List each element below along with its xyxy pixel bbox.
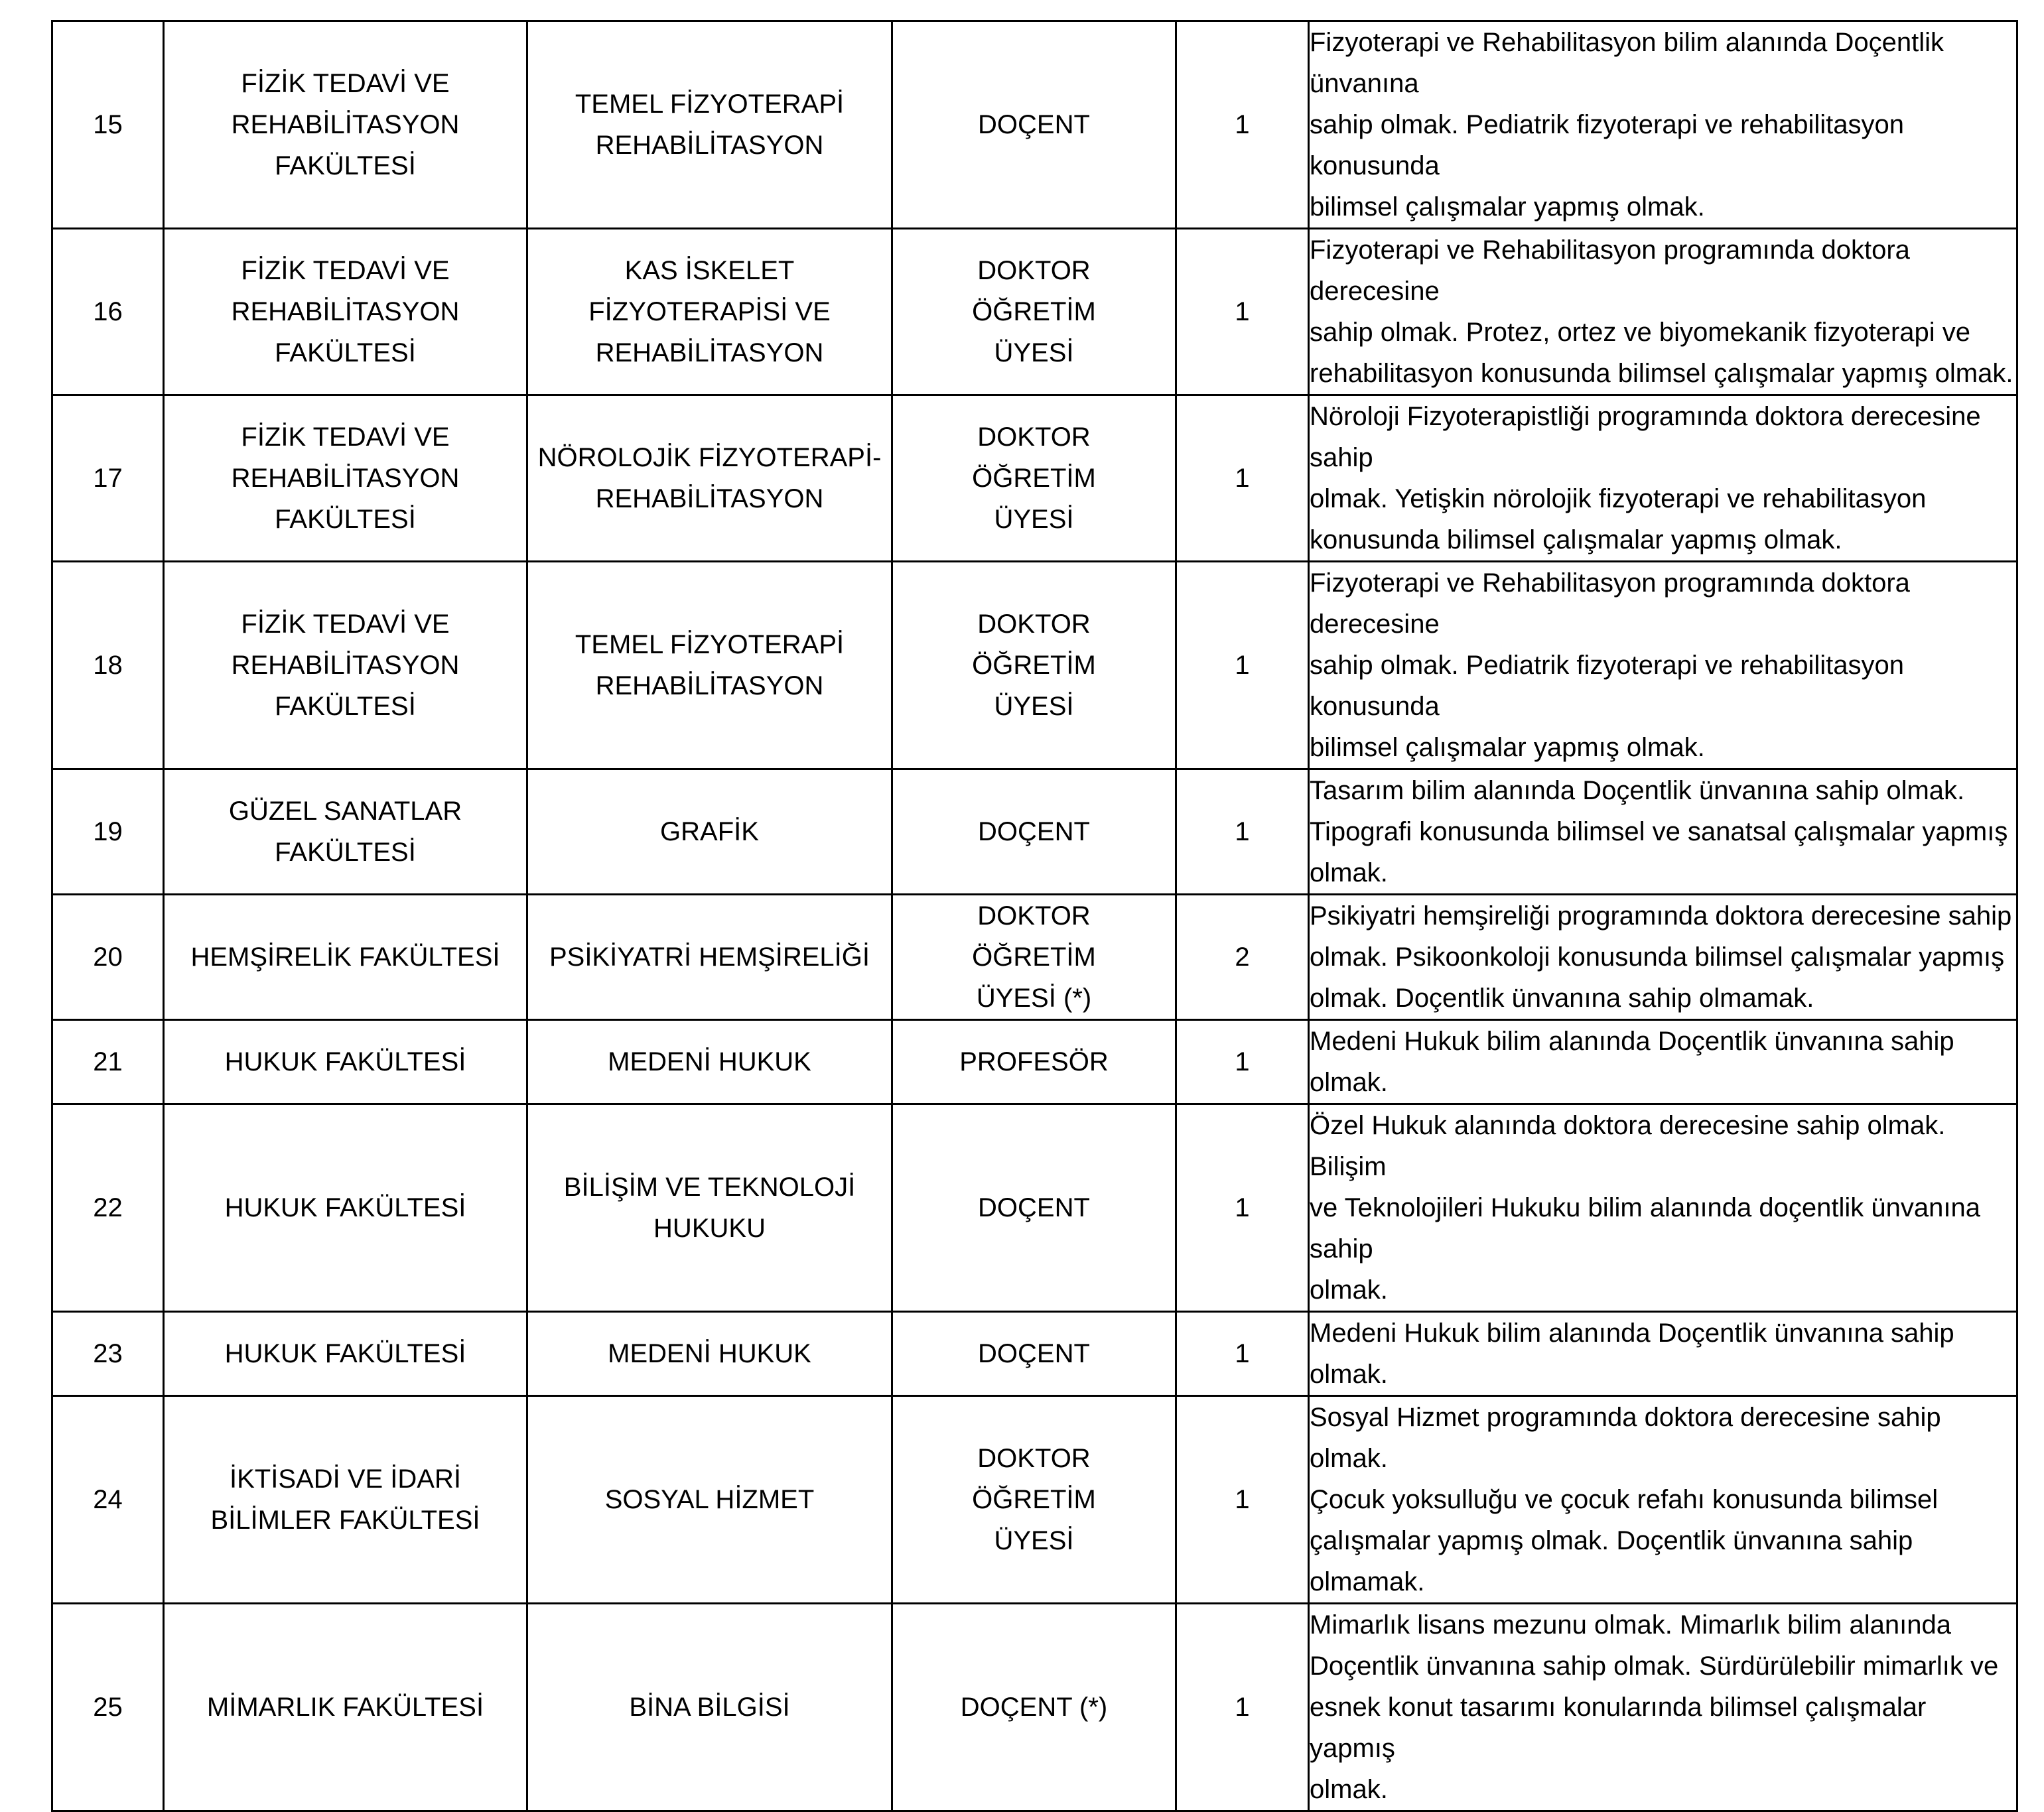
department-cell [527,562,892,769]
academic-title-cell [892,1396,1176,1604]
requirements-line: rehabilitasyon konusunda bilimsel çalışmalar yapmış olmak. [1310,359,2013,388]
requirements-line: sahip olmak. Pediatrik fizyoterapi ve rehabilitasyon konusunda [1310,651,1904,721]
department-line: HUKUKU [653,1214,766,1243]
department-line: TEMEL FİZYOTERAPİ [575,90,845,119]
requirements-line: olmak. [1310,1275,1388,1305]
faculty-cell [164,562,527,769]
academic-title-cell [892,895,1176,1020]
requirements-line: olmak. [1310,858,1388,887]
faculty-cell [164,1312,527,1396]
requirements-line: Özel Hukuk alanında doktora derecesine sahip olmak. Bilişim [1310,1111,1946,1181]
faculty-line: REHABİLİTASYON [231,651,460,680]
requirements-line: Çocuk yoksulluğu ve çocuk refahı konusunda bilimsel [1310,1485,1939,1514]
position-count-cell: 2 [1176,895,1309,1020]
faculty-line: REHABİLİTASYON [231,110,460,139]
position-count-cell: 1 [1176,1312,1309,1396]
academic-title-line: ÜYESİ (*) [976,984,1092,1013]
position-count-cell: 1 [1176,769,1309,895]
academic-title-cell [892,769,1176,895]
table-row [52,1104,2017,1312]
academic-title-cell [892,1104,1176,1312]
department-line: MEDENİ HUKUK [608,1339,811,1368]
row-number: 25 [52,1604,164,1811]
faculty-cell [164,769,527,895]
department-line: GRAFİK [660,817,759,846]
department-line: BİLİŞİM VE TEKNOLOJİ [563,1173,856,1202]
position-count-cell: 1 [1176,229,1309,395]
requirements-line: Doçentlik ünvanına sahip olmak. Sürdürülebilir mimarlık ve [1310,1651,1999,1681]
requirements-line: bilimsel çalışmalar yapmış olmak. [1310,192,1705,222]
requirements-line: Medeni Hukuk bilim alanında Doçentlik ünvanına sahip olmak. [1310,1027,1954,1097]
department-cell [527,1020,892,1104]
requirements-cell [1309,1396,2017,1604]
academic-title-line: ÖĞRETİM [972,1485,1096,1514]
row-number: 19 [52,769,164,895]
academic-title-line: DOÇENT [978,1339,1090,1368]
position-count-cell: 1 [1176,1104,1309,1312]
department-cell [527,1104,892,1312]
requirements-line: çalışmalar yapmış olmak. Doçentlik ünvanına sahip olmamak. [1310,1526,1913,1596]
academic-title-cell [892,229,1176,395]
department-cell [527,1604,892,1811]
department-line: NÖROLOJİK FİZYOTERAPİ- [537,443,882,472]
academic-title-cell [892,395,1176,562]
requirements-line: konusunda bilimsel çalışmalar yapmış olmak. [1310,525,1842,554]
faculty-cell [164,395,527,562]
requirements-line: olmak. Psikoonkoloji konusunda bilimsel çalışmalar yapmış [1310,942,2005,972]
department-line: MEDENİ HUKUK [608,1047,811,1076]
academic-title-line: ÜYESİ [994,338,1074,367]
department-line: SOSYAL HİZMET [604,1485,815,1514]
faculty-line: MİMARLIK FAKÜLTESİ [206,1693,484,1722]
department-line: FİZYOTERAPİSİ VE [588,297,831,326]
requirements-cell [1309,395,2017,562]
department-cell [527,395,892,562]
academic-title-line: DOÇENT (*) [960,1693,1108,1722]
department-cell [527,895,892,1020]
requirements-cell [1309,895,2017,1020]
faculty-line: FAKÜLTESİ [275,505,416,534]
faculty-cell [164,1604,527,1811]
academic-title-line: DOKTOR [977,1444,1091,1473]
faculty-line: FİZİK TEDAVİ VE [241,610,450,639]
requirements-line: olmak. [1310,1775,1388,1804]
academic-title-line: DOKTOR [977,256,1091,285]
academic-title-line: DOÇENT [978,1193,1090,1222]
requirements-line: Fizyoterapi ve Rehabilitasyon programında doktora derecesine [1310,568,1910,639]
position-count-cell: 1 [1176,395,1309,562]
department-line: REHABİLİTASYON [595,338,824,367]
table-row [52,21,2017,229]
table-row [52,562,2017,769]
table-row [52,395,2017,562]
requirements-line: bilimsel çalışmalar yapmış olmak. [1310,733,1705,762]
faculty-line: GÜZEL SANATLAR [228,797,462,826]
department-line: TEMEL FİZYOTERAPİ [575,630,845,659]
academic-title-line: DOKTOR [977,610,1091,639]
requirements-line: Fizyoterapi ve Rehabilitasyon programında doktora derecesine [1310,235,1910,306]
department-line: BİNA BİLGİSİ [629,1693,790,1722]
department-cell [527,229,892,395]
requirements-cell [1309,1104,2017,1312]
academic-title-line: PROFESÖR [959,1047,1109,1076]
department-cell [527,1312,892,1396]
row-number: 20 [52,895,164,1020]
faculty-line: HUKUK FAKÜLTESİ [224,1339,466,1368]
faculty-cell [164,1396,527,1604]
academic-title-line: DOÇENT [978,817,1090,846]
faculty-line: FAKÜLTESİ [275,338,416,367]
position-count-cell: 1 [1176,1604,1309,1811]
faculty-line: FAKÜLTESİ [275,692,416,721]
faculty-line: FAKÜLTESİ [275,838,416,867]
academic-title-cell [892,1312,1176,1396]
department-cell [527,769,892,895]
row-number: 24 [52,1396,164,1604]
table-row [52,769,2017,895]
requirements-line: sahip olmak. Protez, ortez ve biyomekanik fizyoterapi ve [1310,318,1970,347]
position-count-cell: 1 [1176,1396,1309,1604]
requirements-line: Nöroloji Fizyoterapistliği programında doktora derecesine sahip [1310,402,1981,472]
faculty-cell [164,895,527,1020]
faculty-line: BİLİMLER FAKÜLTESİ [210,1506,480,1535]
row-number: 17 [52,395,164,562]
academic-title-line: ÖĞRETİM [972,651,1096,680]
requirements-line: Medeni Hukuk bilim alanında Doçentlik ünvanına sahip olmak. [1310,1319,1954,1389]
row-number: 22 [52,1104,164,1312]
positions-table [51,20,2018,1812]
requirements-line: olmak. Yetişkin nörolojik fizyoterapi ve rehabilitasyon [1310,484,1927,513]
table-row [52,895,2017,1020]
faculty-line: FİZİK TEDAVİ VE [241,69,450,98]
department-cell [527,21,892,229]
row-number: 16 [52,229,164,395]
requirements-cell [1309,229,2017,395]
requirements-line: esnek konut tasarımı konularında bilimsel çalışmalar yapmış [1310,1693,1927,1763]
academic-title-cell [892,1604,1176,1811]
requirements-line: Mimarlık lisans mezunu olmak. Mimarlık bilim alanında [1310,1610,1951,1640]
table-row [52,1396,2017,1604]
department-line: PSİKİYATRİ HEMŞİRELİĞİ [549,942,870,972]
requirements-line: Sosyal Hizmet programında doktora derecesine sahip olmak. [1310,1403,1941,1473]
department-cell [527,1396,892,1604]
position-count-cell: 1 [1176,1020,1309,1104]
academic-title-line: ÜYESİ [994,505,1074,534]
faculty-cell [164,229,527,395]
position-count-cell: 1 [1176,562,1309,769]
academic-title-line: DOKTOR [977,901,1091,931]
department-line: REHABİLİTASYON [595,131,824,160]
requirements-line: ve Teknolojileri Hukuku bilim alanında doçentlik ünvanına sahip [1310,1193,1980,1263]
row-number: 23 [52,1312,164,1396]
faculty-cell [164,21,527,229]
faculty-line: FİZİK TEDAVİ VE [241,422,450,452]
faculty-line: İKTİSADİ VE İDARİ [230,1464,461,1494]
academic-title-line: ÖĞRETİM [972,942,1096,972]
row-number: 15 [52,21,164,229]
faculty-line: FİZİK TEDAVİ VE [241,256,450,285]
academic-title-line: ÖĞRETİM [972,297,1096,326]
requirements-line: Tipografi konusunda bilimsel ve sanatsal çalışmalar yapmış [1310,817,2008,846]
faculty-line: HUKUK FAKÜLTESİ [224,1047,466,1076]
academic-title-line: ÜYESİ [994,692,1074,721]
faculty-line: FAKÜLTESİ [275,151,416,180]
table-row [52,229,2017,395]
faculty-cell [164,1020,527,1104]
requirements-cell [1309,1604,2017,1811]
requirements-cell [1309,562,2017,769]
faculty-line: REHABİLİTASYON [231,297,460,326]
table-row [52,1020,2017,1104]
row-number: 21 [52,1020,164,1104]
requirements-cell [1309,1020,2017,1104]
table-body [52,21,2017,1811]
faculty-cell [164,1104,527,1312]
requirements-line: Tasarım bilim alanında Doçentlik ünvanına sahip olmak. [1310,776,1965,805]
row-number: 18 [52,562,164,769]
faculty-line: REHABİLİTASYON [231,464,460,493]
requirements-line: olmak. Doçentlik ünvanına sahip olmamak. [1310,984,1814,1013]
department-line: REHABİLİTASYON [595,484,824,513]
academic-title-cell [892,21,1176,229]
requirements-line: Psikiyatri hemşireliği programında doktora derecesine sahip [1310,901,2012,931]
academic-title-cell [892,562,1176,769]
academic-title-line: ÖĞRETİM [972,464,1096,493]
requirements-cell [1309,1312,2017,1396]
table-row [52,1312,2017,1396]
academic-title-line: DOKTOR [977,422,1091,452]
academic-title-cell [892,1020,1176,1104]
position-count-cell: 1 [1176,21,1309,229]
table-row [52,1604,2017,1811]
requirements-line: Fizyoterapi ve Rehabilitasyon bilim alanında Doçentlik ünvanına [1310,28,1944,98]
academic-title-line: ÜYESİ [994,1526,1074,1555]
department-line: KAS İSKELET [624,256,795,285]
faculty-line: HEMŞİRELİK FAKÜLTESİ [190,942,500,972]
requirements-line: sahip olmak. Pediatrik fizyoterapi ve rehabilitasyon konusunda [1310,110,1904,180]
academic-title-line: DOÇENT [978,110,1090,139]
requirements-cell [1309,21,2017,229]
requirements-cell [1309,769,2017,895]
faculty-line: HUKUK FAKÜLTESİ [224,1193,466,1222]
department-line: REHABİLİTASYON [595,671,824,700]
